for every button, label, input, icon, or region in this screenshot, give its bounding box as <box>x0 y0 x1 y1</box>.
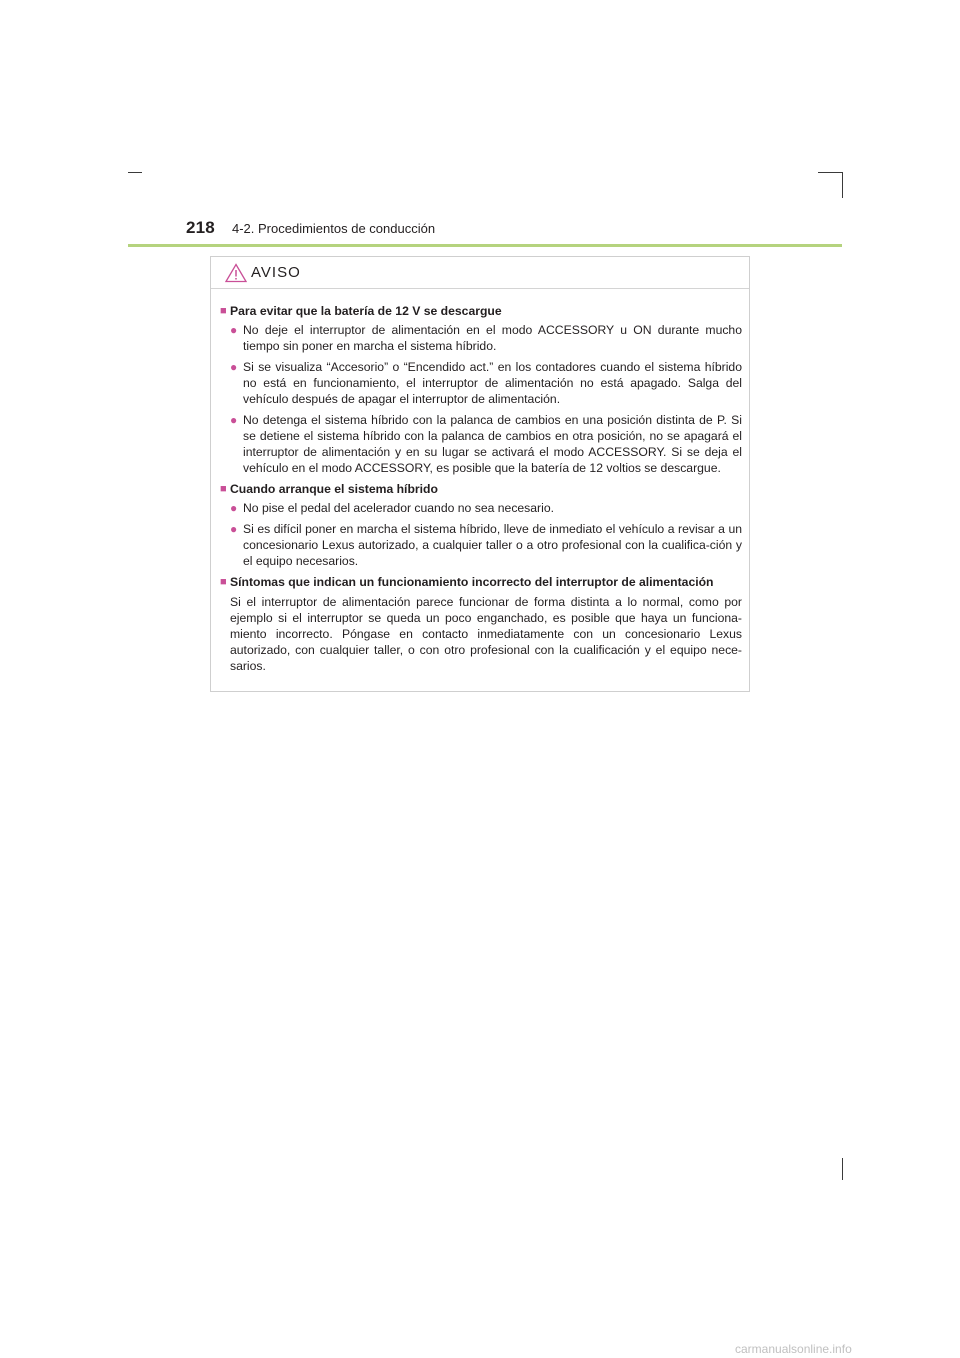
section-heading-text: Para evitar que la batería de 12 V se descargue <box>230 304 502 318</box>
list-item <box>220 412 742 476</box>
square-bullet-icon: ■ <box>220 576 227 588</box>
crop-mark <box>842 1158 843 1180</box>
list-item <box>220 359 742 407</box>
list-item-text: Si es difícil poner en marcha el sistema híbrido, lleve de inmediato el vehículo a revisar a un concesionario Lexus autorizado, a cualquier taller o a otro profesional con la cualifica-ción y el equipo necesarios. <box>243 522 742 568</box>
list-item <box>220 521 742 569</box>
circle-bullet-icon: ● <box>230 413 238 427</box>
circle-bullet-icon: ● <box>230 522 238 536</box>
section-heading <box>220 574 742 590</box>
warning-box <box>210 256 750 692</box>
warning-header <box>211 257 749 289</box>
list-item-text: No pise el pedal del acelerador cuando no sea necesario. <box>243 501 554 515</box>
list-item <box>220 500 742 516</box>
list-item-text: Si se visualiza “Accesorio” o “Encendido act.” en los contadores cuando el sistema híbrido no está en funcionamiento, el interruptor de alimentación no está apagado. Salga del vehículo después de apagar el interruptor de alimentación. <box>243 360 742 406</box>
warning-body <box>211 289 749 674</box>
square-bullet-icon: ■ <box>220 483 227 495</box>
section-heading-text: Cuando arranque el sistema híbrido <box>230 482 438 496</box>
square-bullet-icon: ■ <box>220 305 227 317</box>
section-heading <box>220 481 742 497</box>
list-item-text: No deje el interruptor de alimentación en el modo ACCESSORY u ON durante mucho tiempo sin poner en marcha el sistema híbrido. <box>243 323 742 353</box>
warning-triangle-icon <box>225 263 247 283</box>
page-number: 218 <box>186 218 215 237</box>
crop-mark <box>842 172 843 198</box>
warning-title: AVISO <box>251 264 301 281</box>
list-item-text: No detenga el sistema híbrido con la palanca de cambios en una posición distinta de P. Si se detiene el sistema híbrido con la palanca de cambios en otra posición, no se apagará el interruptor de alimentación y en su lugar se activará el modo ACCESSORY. Si se deja el vehículo en el modo ACCESSORY, es posible que la batería de 12 voltios se descargue. <box>243 413 742 475</box>
circle-bullet-icon: ● <box>230 323 238 337</box>
section-paragraph: Si el interruptor de alimentación parece funcionar de forma distinta a lo normal, como por ejemplo si el interruptor se queda un poco enganchado, es posible que haya un funciona-miento incorrecto. Póngase en contacto inmediatamente con un concesionario Lexus autorizado, con cualquier taller, o con otro profesional con la cualificación y el equipo nece-sarios. <box>230 595 742 673</box>
section-heading-text: Síntomas que indican un funcionamiento incorrecto del interruptor de alimentación <box>230 575 714 589</box>
footer-watermark: carmanualsonline.info <box>735 1342 852 1356</box>
list-item <box>220 322 742 354</box>
section-title: 4-2. Procedimientos de conducción <box>232 221 436 236</box>
section-heading <box>220 303 742 319</box>
circle-bullet-icon: ● <box>230 501 238 515</box>
crop-mark <box>128 172 142 173</box>
circle-bullet-icon: ● <box>230 360 238 374</box>
header-rule <box>128 244 842 247</box>
crop-mark <box>818 172 842 173</box>
